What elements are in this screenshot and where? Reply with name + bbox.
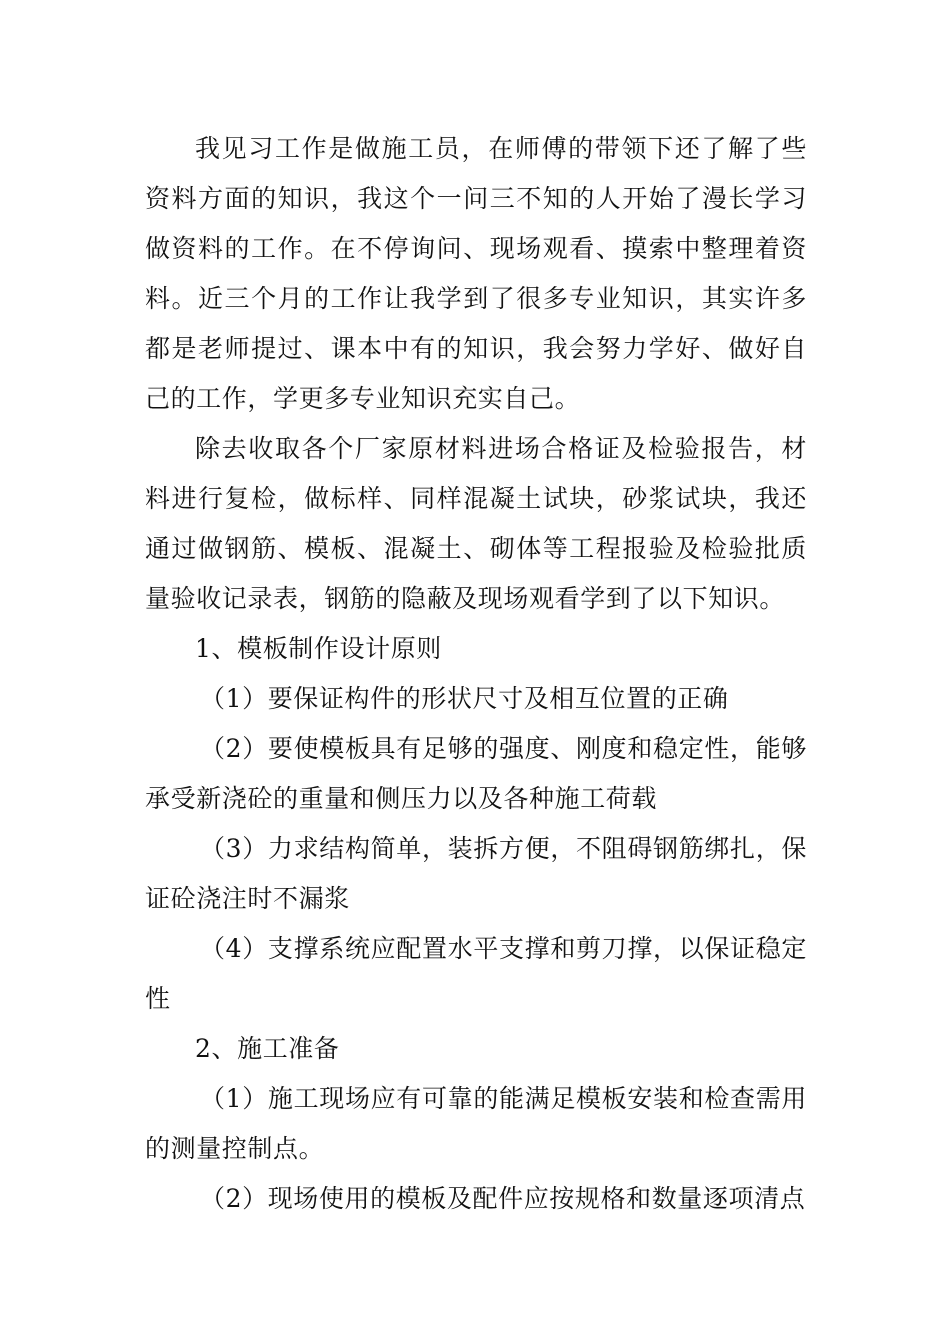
list-item: （1）施工现场应有可靠的能满足模板安装和检查需用的测量控制点。	[145, 1084, 807, 1163]
list-item: （4）支撑系统应配置水平支撑和剪刀撑，以保证稳定性	[145, 934, 807, 1013]
paragraph-materials: 除去收取各个厂家原材料进场合格证及检验报告，材料进行复检，做标样、同样混凝土试块，砂浆试块，我还通过做钢筋、模板、混凝土、砌体等工程报验及检验批质量验收记录表，钢筋的隐蔽及现场观看学到了以下知识。	[145, 434, 807, 613]
list-item: （2）要使模板具有足够的强度、刚度和稳定性，能够承受新浇砼的重量和侧压力以及各种施工荷载	[145, 734, 807, 813]
list-item: （1）要保证构件的形状尺寸及相互位置的正确	[200, 684, 729, 713]
document-body	[145, 124, 807, 1224]
paragraph-intro: 我见习工作是做施工员，在师傅的带领下还了解了些资料方面的知识，我这个一问三不知的人开始了漫长学习做资料的工作。在不停询问、现场观看、摸索中整理着资料。近三个月的工作让我学到了很多专业知识，其实许多都是老师提过、课本中有的知识，我会努力学好、做好自己的工作，学更多专业知识充实自己。	[145, 134, 807, 413]
section-heading-preparation: 2、施工准备	[195, 1034, 340, 1063]
list-item: （3）力求结构简单，装拆方便，不阻碍钢筋绑扎，保证砼浇注时不漏浆	[145, 834, 807, 913]
section-heading-template-design: 1、模板制作设计原则	[195, 634, 442, 663]
list-item: （2）现场使用的模板及配件应按规格和数量逐项清点	[200, 1184, 806, 1213]
